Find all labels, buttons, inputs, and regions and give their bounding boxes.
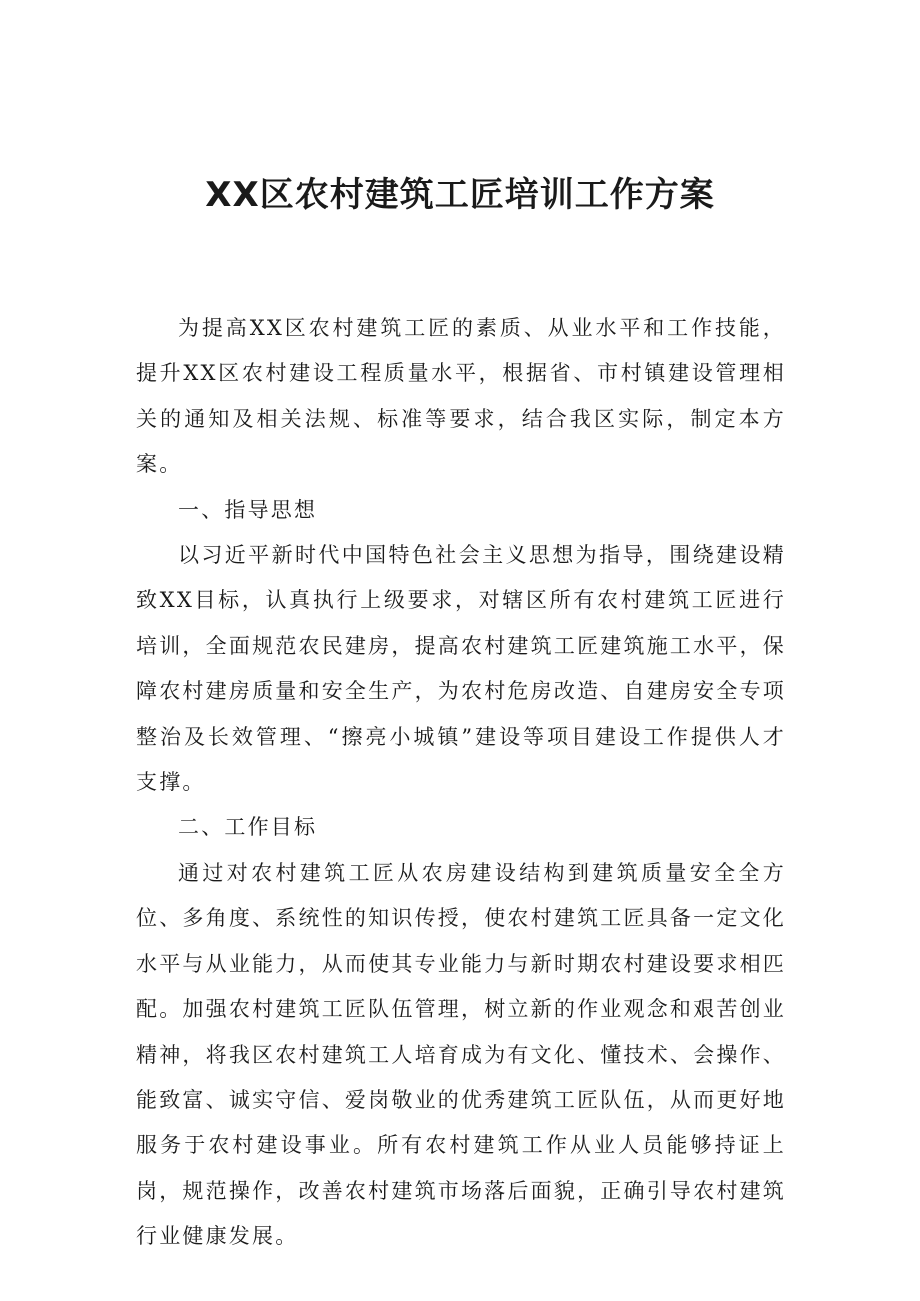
section-heading-work-goals: 二、工作目标	[178, 815, 318, 840]
document-title: XX区农村建筑工匠培训工作方案	[205, 175, 715, 215]
document-body	[136, 306, 786, 1260]
section-paragraph-work-goals: 通过对农村建筑工匠从农房建设结构到建筑质量安全全方位、多角度、系统性的知识传授，使农村建筑工匠具备一定文化水平与从业能力，从而使其专业能力与新时期农村建设要求相匹配。加强农村建筑工匠队伍管理，树立新的作业观念和艰苦创业精神，将我区农村建筑工人培育成为有文化、懂技术、会操作、能致富、诚实守信、爱岗敬业的优秀建筑工匠队伍，从而更好地服务于农村建设事业。所有农村建筑工作从业人员能够持证上岗，规范操作，改善农村建筑市场落后面貌，正确引导农村建筑行业健康发展。	[136, 860, 786, 1249]
section-heading-guiding-ideology: 一、指导思想	[178, 497, 318, 522]
intro-paragraph: 为提高XX区农村建筑工匠的素质、从业水平和工作技能，提升XX区农村建设工程质量水平，根据省、市村镇建设管理相关的通知及相关法规、标准等要求，结合我区实际，制定本方案。	[136, 316, 786, 477]
section-paragraph-guiding-ideology: 以习近平新时代中国特色社会主义思想为指导，围绕建设精致XX目标，认真执行上级要求，对辖区所有农村建筑工匠进行培训，全面规范农民建房，提高农村建筑工匠建筑施工水平，保障农村建房质量和安全生产，为农村危房改造、自建房安全专项整治及长效管理、“擦亮小城镇”建设等项目建设工作提供人才支撑。	[136, 543, 786, 795]
